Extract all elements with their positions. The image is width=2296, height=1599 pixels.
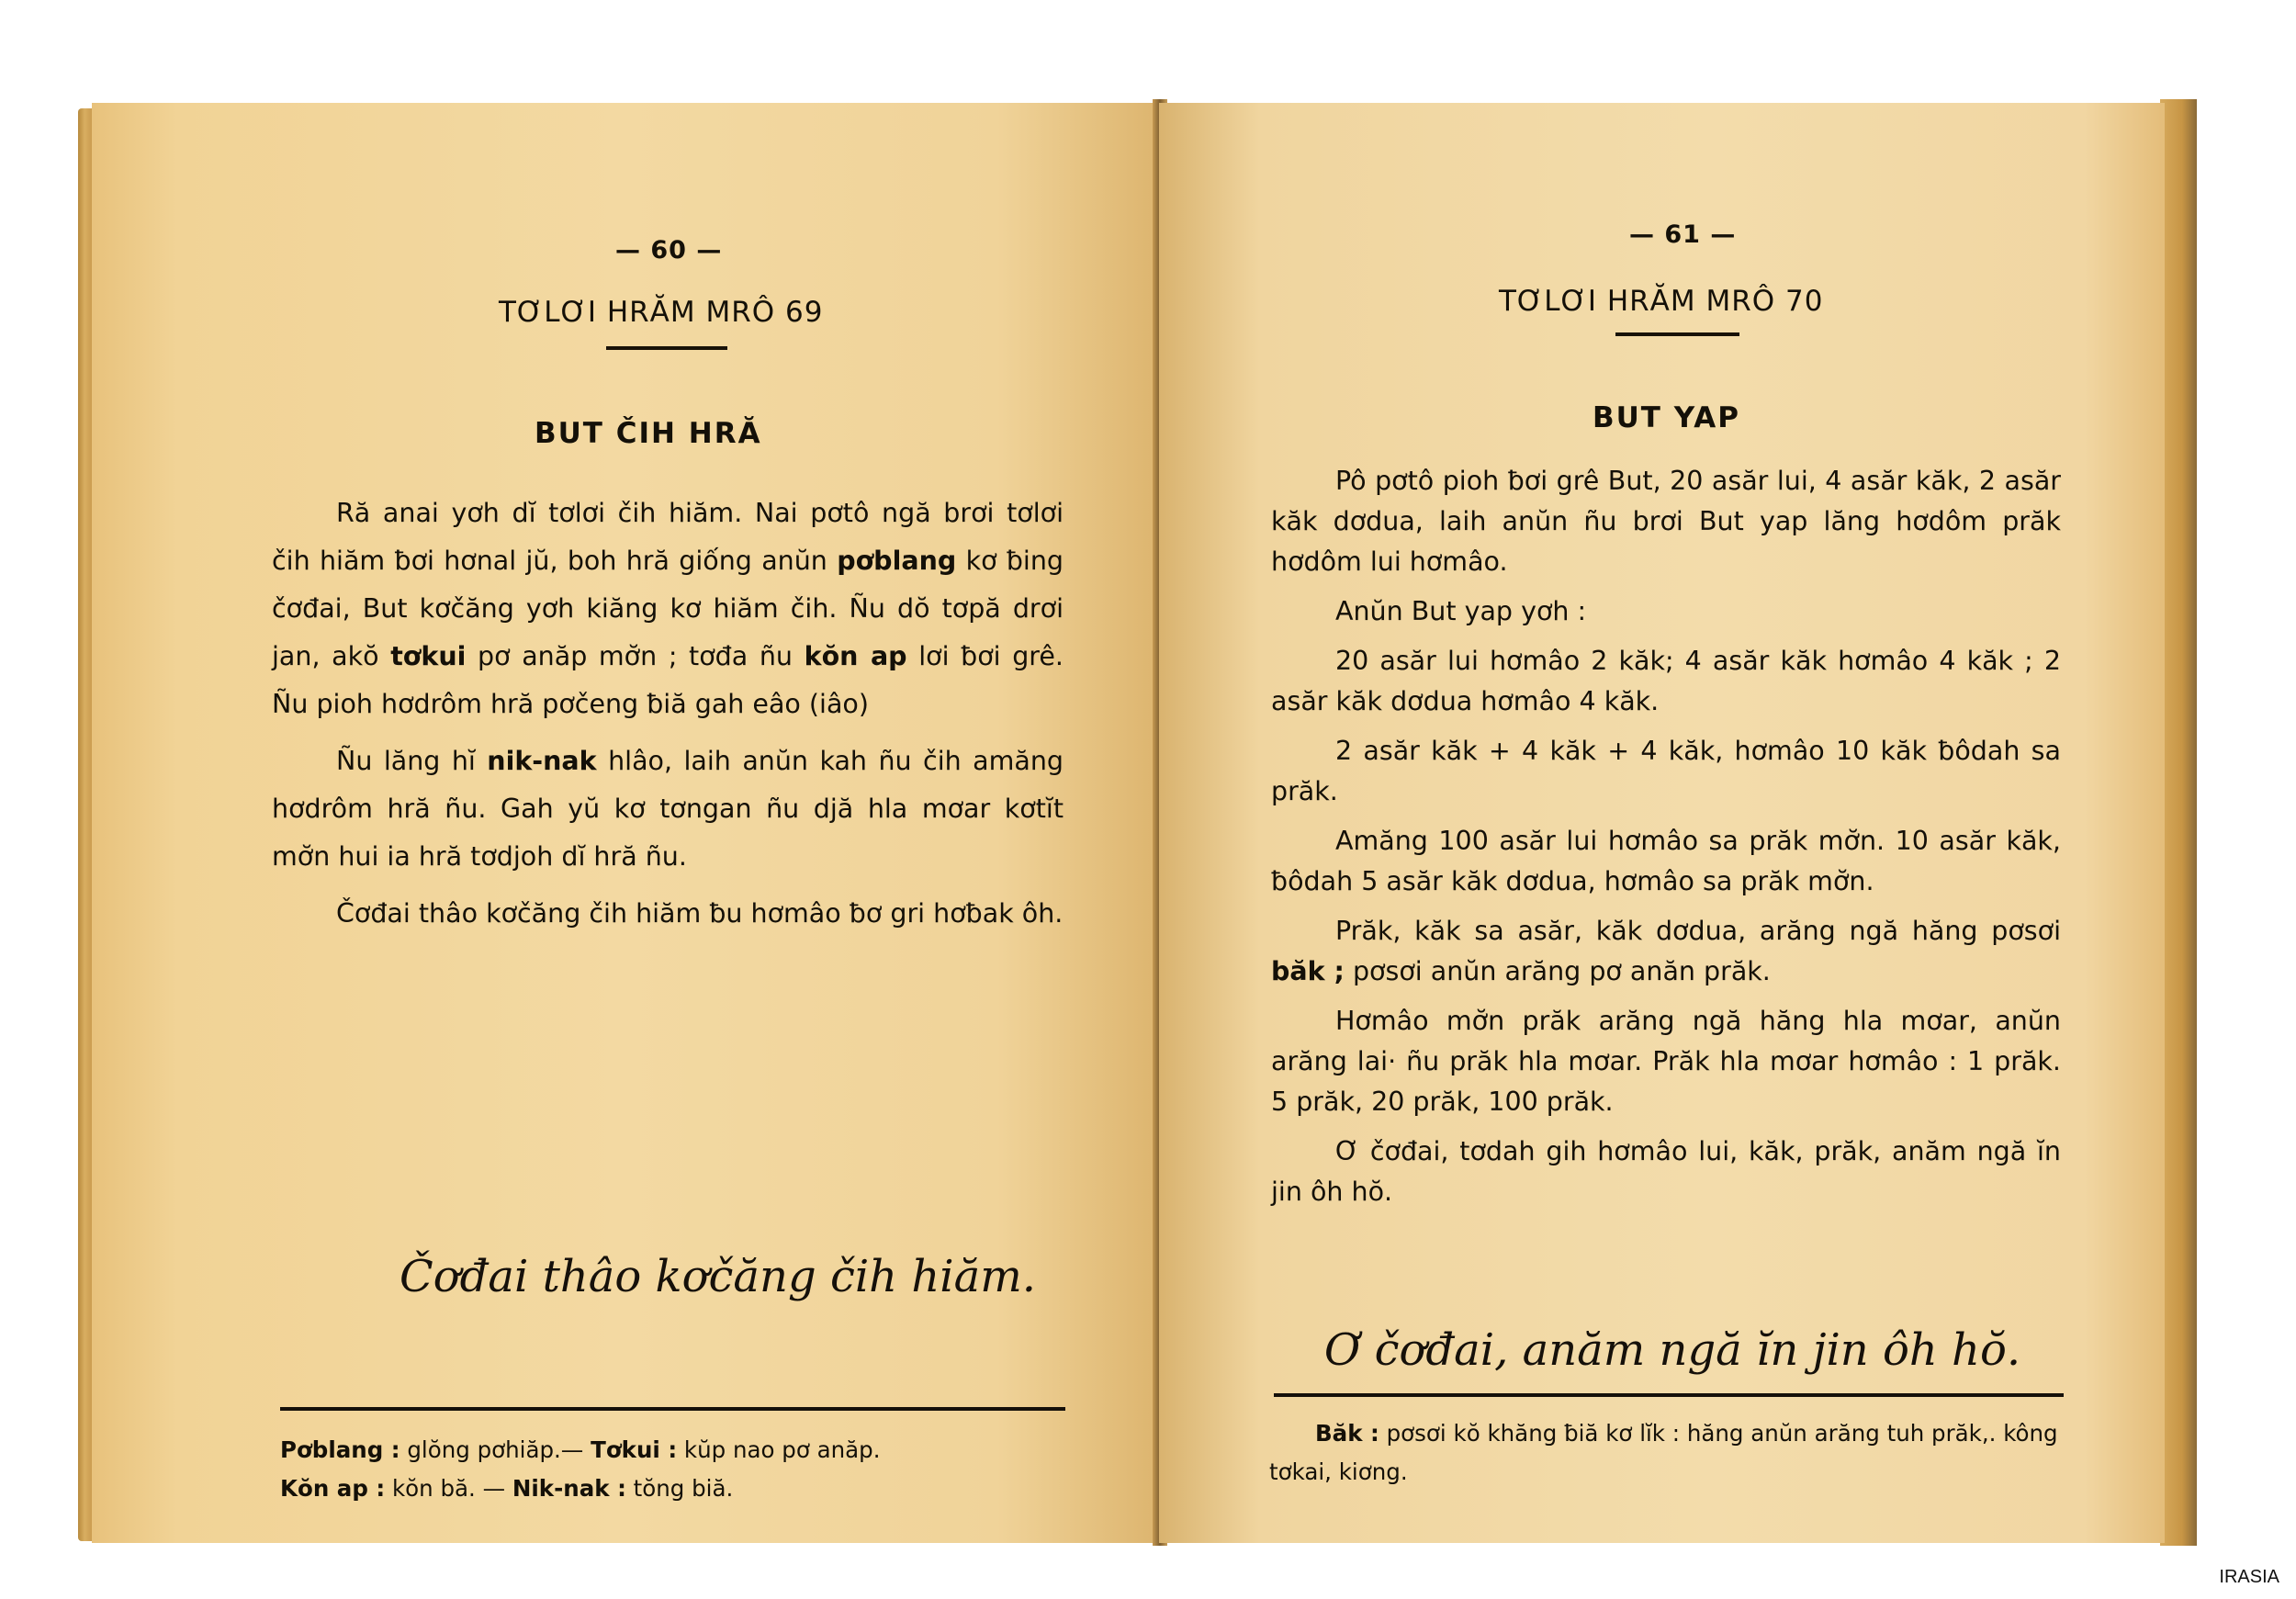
right-page bbox=[1159, 103, 2165, 1543]
paragraph: Ơ čơđai, tơdah gih hơmâo lui, kăk, prăk, anăm ngă ĭn jin ôh hŏ. bbox=[1271, 1136, 2061, 1207]
paragraph: 20 asăr lui hơmâo 2 kăk; 4 asăr kăk hơmâo 4 kăk ; 2 asăr kăk dơdua hơmâo 4 kăk. bbox=[1271, 646, 2061, 716]
handwritten-line: Ơ čơđai, anăm ngă ĭn jin ôh hŏ. bbox=[1324, 1324, 2021, 1376]
story-text bbox=[1271, 461, 2061, 1222]
paragraph: Čơđai thâo kơčăng čih hiăm ƀu hơmâo ƀơ gri hơƀak ôh. bbox=[336, 898, 1064, 929]
footnote-line: Pơblang : glŏng pơhiăp.— Tơkui : kŭp nao pơ anăp. bbox=[280, 1436, 881, 1463]
lesson-heading: TƠLƠI HRĂM MRÔ 70 bbox=[1499, 285, 1824, 318]
left-page bbox=[92, 103, 1157, 1543]
paragraph: 2 asăr kăk + 4 kăk + 4 kăk, hơmâo 10 kăk ƀôdah sa prăk. bbox=[1271, 736, 2061, 806]
page-number: — 60 — bbox=[615, 236, 723, 265]
heading-underline bbox=[1615, 332, 1739, 336]
paragraph: Prăk, kăk sa asăr, kăk dơdua, arăng ngă hăng pơsơi băk ; pơsơi anŭn arăng pơ anăn prăk. bbox=[1271, 916, 2061, 986]
paragraph: Hơmâo mơ̆n prăk arăng ngă hăng hla mơar, anŭn arăng lai· ñu prăk hla mơar. Prăk hla mơar hơmâo : 1 prăk. 5 prăk, 20 prăk, 100 prăk. bbox=[1271, 1006, 2061, 1117]
story-title: BUT YAP bbox=[1593, 401, 1740, 434]
paragraph: Ră anai yơh dĭ tơlơi čih hiăm. Nai pơtô ngă brơi tơlơi čih hiăm ƀơi hơnal jŭ, boh hră giống anŭn pơblang kơ ƀing čơđai, But kơčăng yơh kiăng kơ hiăm čih. Ñu dŏ tơpă drơi jan, akŏ tơkui pơ anăp mơ̆n ; tơđa ñu kŏn ap lơi ƀơi grê. Ñu pioh hơdrôm hră pơčeng ƀiă gah eâo (iâo) bbox=[272, 498, 1064, 719]
image-credit: IRASIA bbox=[2219, 1567, 2279, 1587]
footnote-rule bbox=[280, 1407, 1065, 1411]
book-edge-right bbox=[2160, 99, 2197, 1546]
paragraph: Anŭn But yap yơh : bbox=[1335, 596, 1587, 626]
story-text bbox=[272, 490, 1064, 947]
handwritten-line: Čơđai thâo kơčăng čih hiăm. bbox=[400, 1251, 1036, 1302]
footnote-line: Băk : pơsơi kŏ khăng ƀiă kơ lĭk : hăng anŭn arăng tuh prăk,. kông tơkai, kiơng. bbox=[1269, 1420, 2058, 1485]
page-number: — 61 — bbox=[1629, 220, 1737, 249]
paragraph: Amăng 100 asăr lui hơmâo sa prăk mơ̆n. 10 asăr kăk, ƀôdah 5 asăr kăk dơdua, hơmâo sa prăk mơ̆n. bbox=[1271, 826, 2061, 896]
story-title: BUT ČIH HRĂ bbox=[535, 417, 762, 450]
footnote-line: Kŏn ap : kŏn bă. — Nik-nak : tŏng biă. bbox=[280, 1475, 734, 1502]
lesson-heading: TƠLƠI HRĂM MRÔ 69 bbox=[499, 296, 824, 329]
paragraph: Ñu lăng hĭ nik-nak hlâo, laih anŭn kah ñu čih amăng hơdrôm hră ñu. Gah yŭ kơ tơngan ñu djă hla mơar kơtĭt mơ̆n hui ia hră tơdjoh dĭ hră ñu. bbox=[272, 746, 1064, 872]
footnote-rule bbox=[1274, 1393, 2064, 1397]
footnotes bbox=[280, 1431, 1070, 1508]
footnotes bbox=[1269, 1414, 2068, 1492]
heading-underline bbox=[606, 346, 727, 350]
paragraph: Pô pơtô pioh ƀơi grê But, 20 asăr lui, 4 asăr kăk, 2 asăr kăk dơdua, laih anŭn ñu brơi But yap lăng hơdôm prăk hơdôm lui hơmâo. bbox=[1271, 466, 2061, 577]
